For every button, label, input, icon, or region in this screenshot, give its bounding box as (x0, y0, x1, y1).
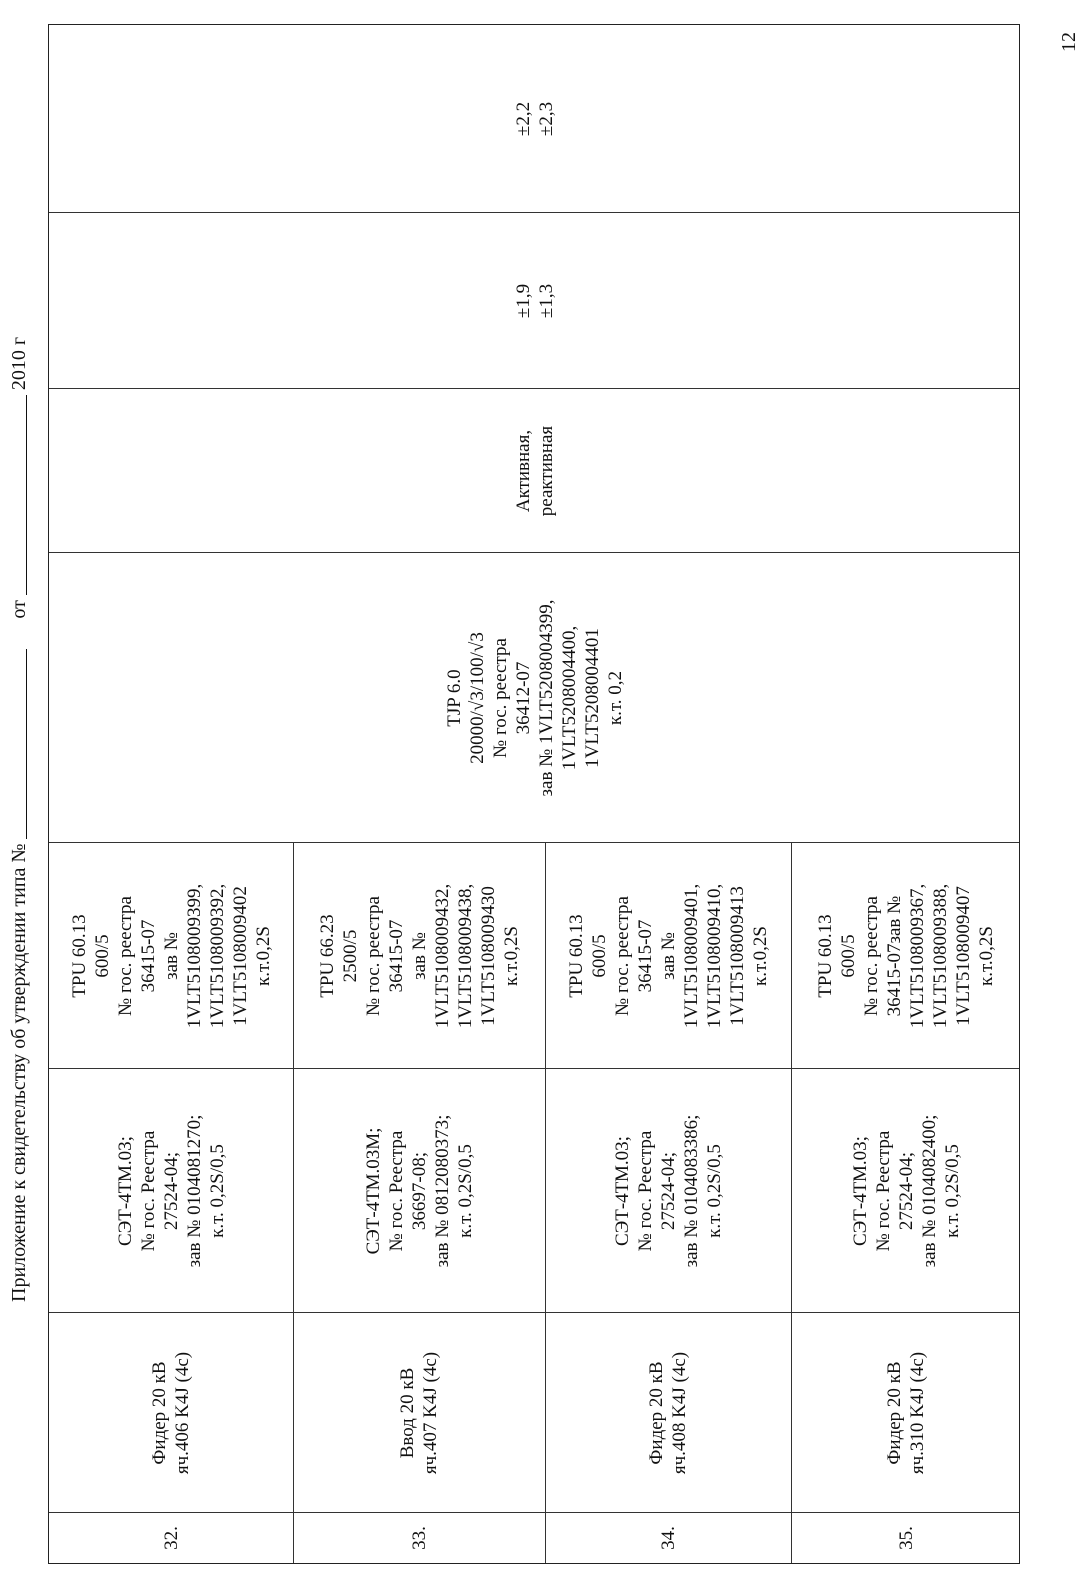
row-34-number: 34. (657, 1526, 679, 1550)
metering-table (48, 24, 1020, 1564)
header-from: от (8, 600, 30, 619)
header-prefix: Приложение к свидетельству об утверждении типа № (8, 843, 30, 1302)
voltage-transformer-cell: TJP 6.0 20000/√3/100/√3 № гос. реестра 36412-07 зав № 1VLT5208004399, 1VLT5208004400, 1VLT5208004401 к.т. 0,2 (444, 599, 626, 797)
row-34-meter: СЭТ-4ТМ.03; № гос. Реестра 27524-04; зав № 0104083386; к.т. 0,2S/0,5 (611, 1114, 725, 1268)
row-35-current-transformer: TPU 60.13 600/5 № гос. реестра 36415-07зав № 1VLT5108009367, 1VLT5108009388, 1VLT5108009407 к.т.0,2S (815, 883, 997, 1029)
row-34-current-transformer: TPU 60.13 600/5 № гос. реестра 36415-07 зав № 1VLT5108009401, 1VLT5108009410, 1VLT5108009413 к.т.0,2S (565, 883, 771, 1029)
row-32-current-transformer: TPU 60.13 600/5 № гос. реестра 36415-07 зав № 1VLT5108009399, 1VLT5108009392, 1VLT5108009402 к.т.0,2S (68, 883, 274, 1029)
page-number: 12 (1058, 32, 1080, 52)
document-header (8, 202, 31, 1302)
row-33-name: Ввод 20 кВ яч.407 K4J (4c) (397, 1351, 441, 1475)
certificate-number-blank (8, 649, 27, 839)
row-34-name: Фидер 20 кВ яч.408 K4J (4c) (646, 1351, 690, 1475)
row-35-number: 35. (895, 1526, 917, 1550)
row-32-meter: СЭТ-4ТМ.03; № гос. Реестра 27524-04; зав № 0104081270; к.т. 0,2S/0,5 (114, 1114, 228, 1268)
row-33-number: 33. (408, 1526, 430, 1550)
header-year: 2010 г (8, 336, 30, 391)
date-blank (8, 395, 27, 595)
row-33-current-transformer: TPU 66.23 2500/5 № гос. реестра 36415-07 зав № 1VLT5108009432, 1VLT5108009438, 1VLT5108009430 к.т.0,2S (316, 883, 522, 1029)
error-working-cell: ±2,2 ±2,3 (513, 101, 557, 137)
row-35-name: Фидер 20 кВ яч.310 K4J (4c) (884, 1351, 928, 1475)
row-32-name: Фидер 20 кВ яч.406 K4J (4c) (149, 1351, 193, 1475)
row-33-meter: СЭТ-4ТМ.03М; № гос. Реестра 36697-08; зав № 0812080373; к.т. 0,2S/0,5 (362, 1114, 476, 1268)
energy-type-cell: Активная, реактивная (513, 425, 557, 517)
error-normal-cell: ±1,9 ±1,3 (513, 283, 557, 319)
row-35-meter: СЭТ-4ТМ.03; № гос. Реестра 27524-04; зав № 0104082400; к.т. 0,2S/0,5 (849, 1114, 963, 1268)
row-32-number: 32. (160, 1526, 182, 1550)
